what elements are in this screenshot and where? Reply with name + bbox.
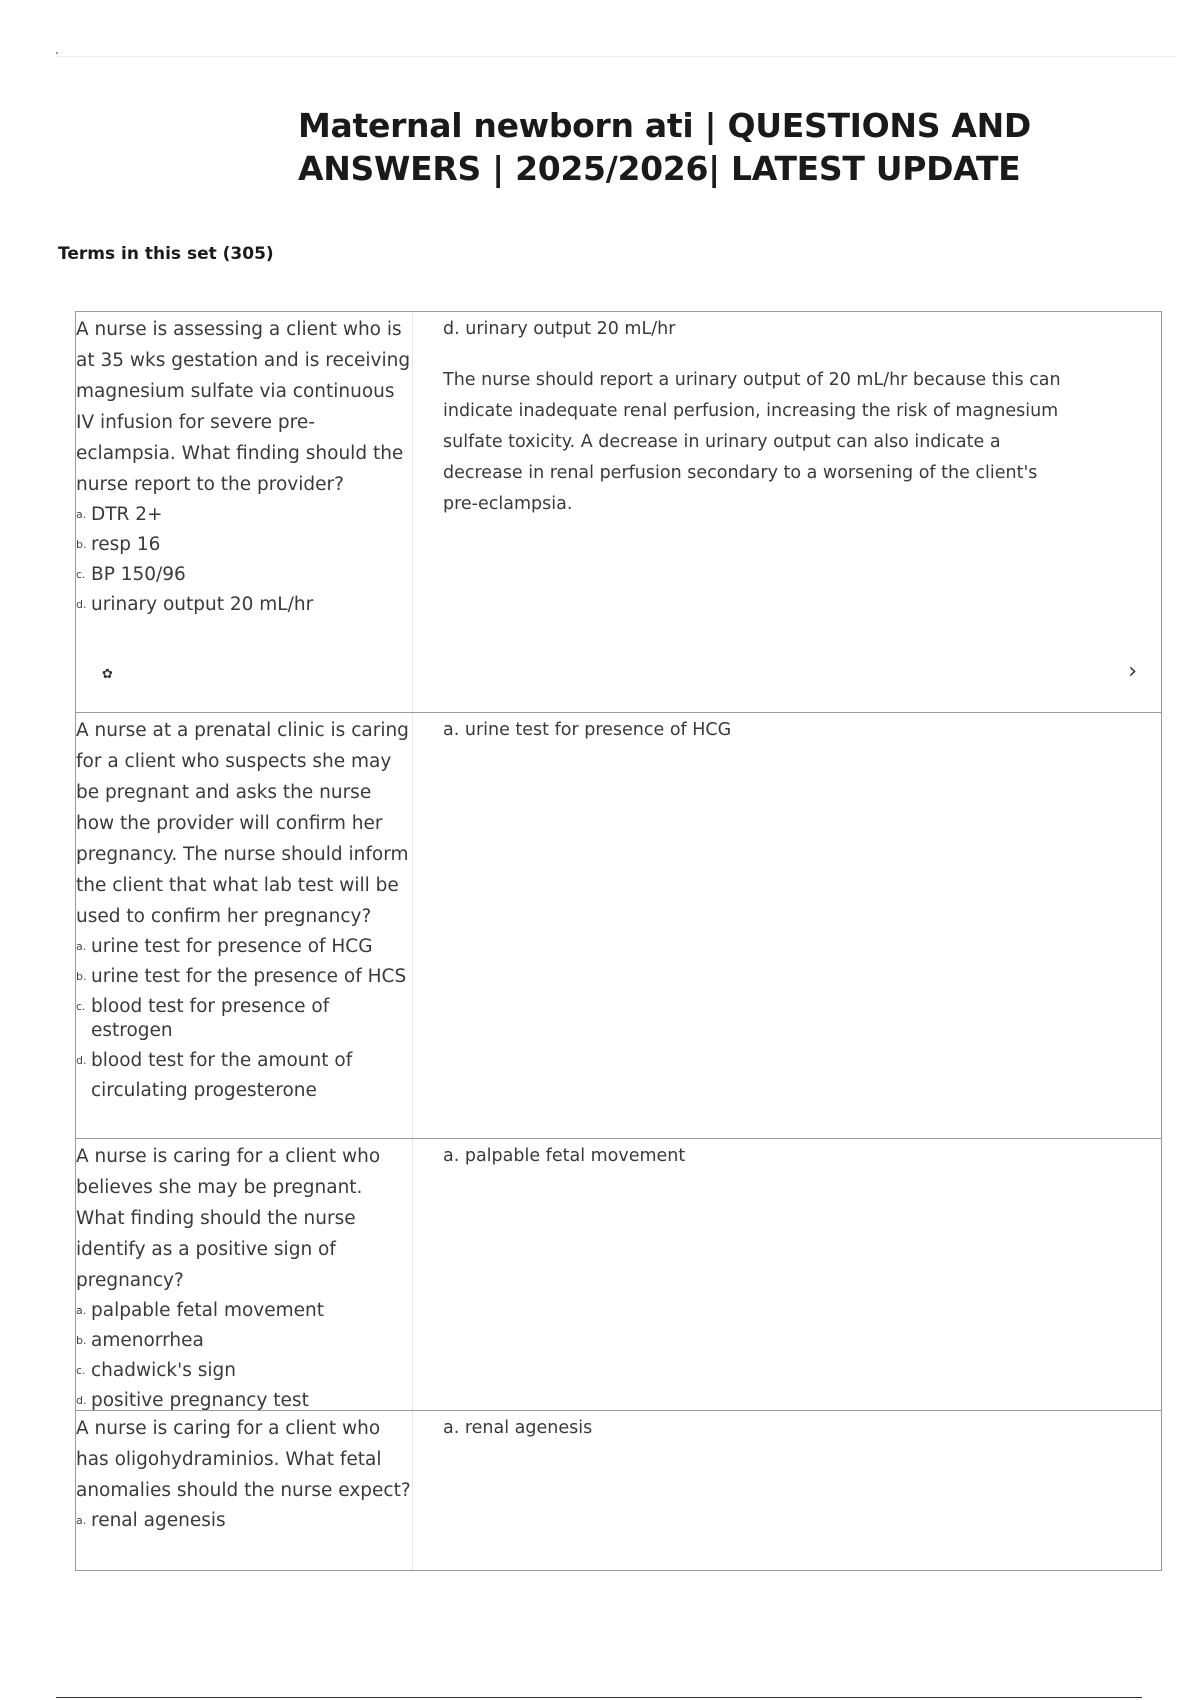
option-item: a. palpable fetal movement [76,1300,325,1321]
option-item: b. amenorrhea [76,1330,204,1351]
term-cell [76,1139,413,1410]
definition-cell [413,713,1161,1138]
answer-text: d. urinary output 20 mL/hr [443,319,676,339]
option-item: c. blood test for presence of estrogen [76,996,330,1041]
option-item: b. urine test for the presence of HCS [76,966,407,987]
question-text: A nurse is assessing a client who is at 35 wks gestation and is receiving magnesium sulfate via continuous IV infusion for severe pre-eclampsia. What finding should the nurse report to the provider? [76,319,411,495]
question-text: A nurse is caring for a client who has oligohydraminios. What fetal anomalies should the nurse expect? [76,1418,411,1501]
gear-icon[interactable]: ✿ [102,667,113,682]
chevron-right-icon[interactable]: › [1128,659,1137,684]
explanation-text: The nurse should report a urinary output of 20 mL/hr because this can indicate inadequate renal perfusion, increasing the risk of magnesium sulfate toxicity. A decrease in urinary output can also indicate a decrease in renal perfusion secondary to a worsening of the client's pre-eclampsia. [443,370,1061,514]
term-cell [76,312,413,712]
option-item: b. resp 16 [76,534,161,555]
definition-cell [413,1139,1161,1410]
option-item: d. positive pregnancy test [76,1390,309,1411]
card-row [76,1138,1161,1410]
definition-cell [413,1411,1161,1570]
term-cell [76,713,413,1138]
answer-text: a. urine test for presence of HCG [443,720,732,740]
option-item: a. urine test for presence of HCG [76,936,373,957]
term-cell [76,1411,413,1570]
page-title: Maternal newborn ati | QUESTIONS AND ANSWERS | 2025/2026| LATEST UPDATE [298,106,1032,188]
option-item: a. DTR 2+ [76,504,163,525]
card-row [76,312,1161,712]
bottom-divider [56,1697,1142,1698]
card-row [76,712,1161,1138]
option-item: c. chadwick's sign [76,1360,236,1381]
flashcard-table [75,311,1162,1571]
question-text: A nurse at a prenatal clinic is caring for a client who suspects she may be pregnant and asks the nurse how the provider will confirm her pregnancy. The nurse should inform the client that what lab test will be used to confirm her pregnancy? [76,720,409,927]
option-item: c. BP 150/96 [76,564,186,585]
question-text: A nurse is caring for a client who believes she may be pregnant. What finding should the nurse identify as a positive sign of pregnancy? [76,1146,381,1291]
option-item: a. renal agenesis [76,1510,226,1531]
option-item: d. blood test for the amount of circulating progesterone [76,1050,353,1101]
answer-text: a. renal agenesis [443,1418,593,1438]
top-divider [56,56,1176,57]
definition-cell [413,312,1161,712]
option-item: d. urinary output 20 mL/hr [76,594,314,615]
card-row [76,1410,1161,1570]
page-mark [56,52,58,54]
terms-count: Terms in this set (305) [58,244,274,264]
answer-text: a. palpable fetal movement [443,1146,686,1166]
